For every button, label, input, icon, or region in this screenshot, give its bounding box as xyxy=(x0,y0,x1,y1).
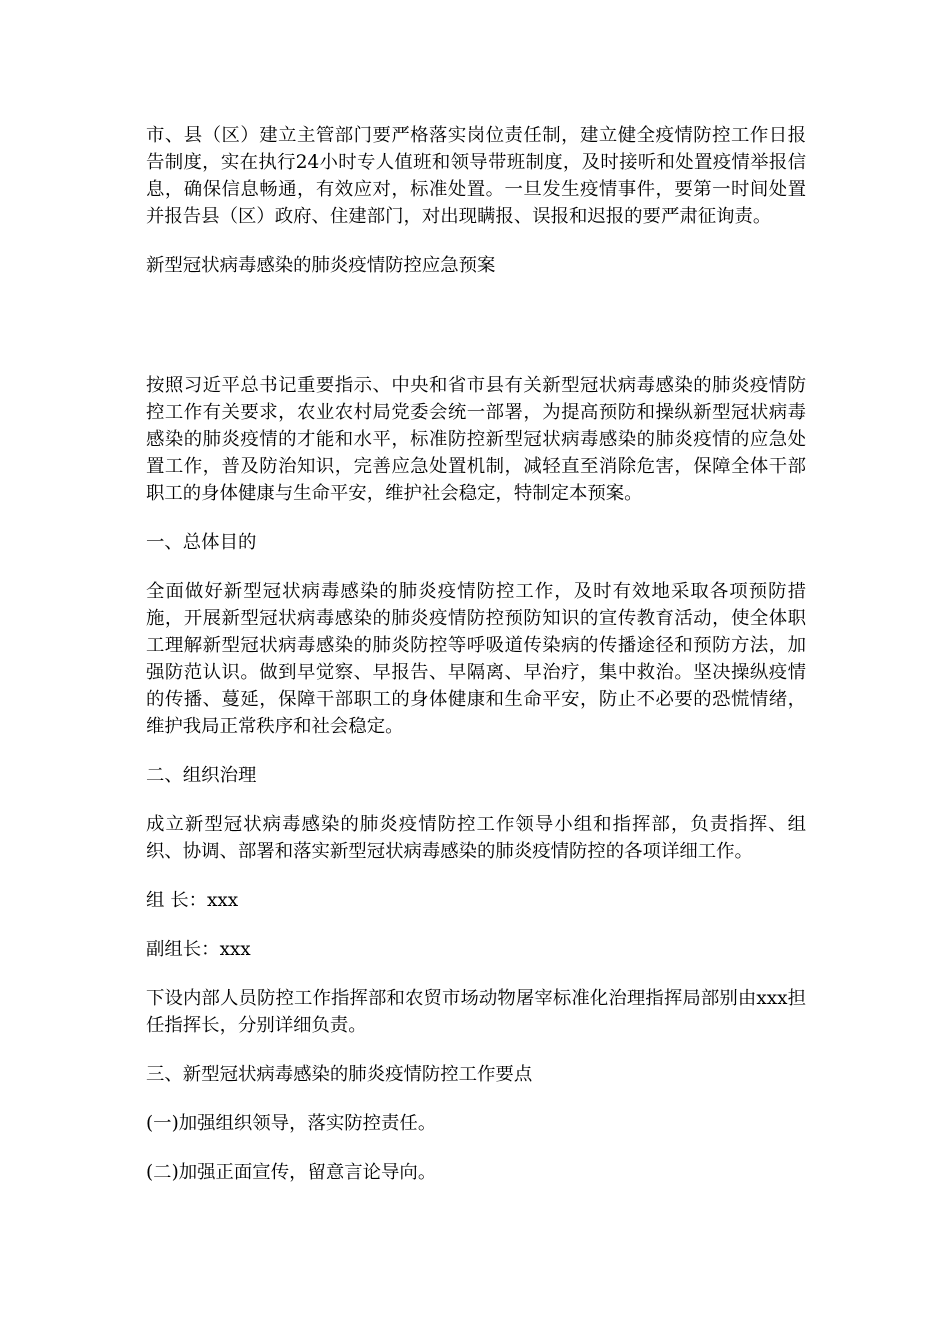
section-heading-key-points: 三、新型冠状病毒感染的肺炎疫情防控工作要点 xyxy=(146,1064,533,1085)
deputy-team-leader: 副组长：xxx xyxy=(146,939,251,960)
plan-title: 新型冠状病毒感染的肺炎疫情防控应急预案 xyxy=(146,255,496,276)
paragraph-introduction: 按照习近平总书记重要指示、中央和省市县有关新型冠状病毒感染的肺炎疫情防控工作有关要求，农业农村局党委会统一部署，为提高预防和操纵新型冠状病毒感染的肺炎疫情的才能和水平，标准防控新型冠状病毒感染的肺炎疫情的应急处置工作，普及防治知识，完善应急处置机制，减轻直至消除危害，保障全体干部职工的身体健康与生命平安，维护社会稳定，特制定本预案。 xyxy=(146,375,806,504)
paragraph-organization: 成立新型冠状病毒感染的肺炎疫情防控工作领导小组和指挥部，负责指挥、组织、协调、部署和落实新型冠状病毒感染的肺炎疫情防控的各项详细工作。 xyxy=(146,814,806,862)
document-body xyxy=(146,122,806,1208)
blank-space xyxy=(146,301,806,372)
paragraph-command-units: 下设内部人员防控工作指挥部和农贸市场动物屠宰标准化治理指挥局部别由xxx担任指挥长，分别详细负责。 xyxy=(146,988,806,1036)
list-item-leadership: (一)加强组织领导，落实防控责任。 xyxy=(146,1113,437,1134)
section-heading-organization: 二、组织治理 xyxy=(146,765,257,786)
paragraph-goals: 全面做好新型冠状病毒感染的肺炎疫情防控工作，及时有效地采取各项预防措施，开展新型冠状病毒感染的肺炎疫情防控预防知识的宣传教育活动，使全体职工理解新型冠状病毒感染的肺炎防控等呼吸道传染病的传播途径和预防方法，加强防范认识。做到早觉察、早报告、早隔离、早治疗，集中救治。坚决操纵疫情的传播、蔓延，保障干部职工的身体健康和生命平安，防止不必要的恐慌情绪，维护我局正常秩序和社会稳定。 xyxy=(146,581,806,737)
team-leader: 组 长：xxx xyxy=(146,890,239,911)
section-heading-goals: 一、总体目的 xyxy=(146,532,257,553)
list-item-publicity: (二)加强正面宣传，留意言论导向。 xyxy=(146,1162,437,1183)
paragraph-duty-system: 市、县（区）建立主管部门要严格落实岗位责任制，建立健全疫情防控工作日报告制度，实在执行24小时专人值班和领导带班制度，及时接听和处置疫情举报信息，确保信息畅通，有效应对，标准处置。一旦发生疫情事件，要第一时间处置并报告县（区）政府、住建部门，对出现瞒报、误报和迟报的要严肃征询责。 xyxy=(146,125,806,227)
